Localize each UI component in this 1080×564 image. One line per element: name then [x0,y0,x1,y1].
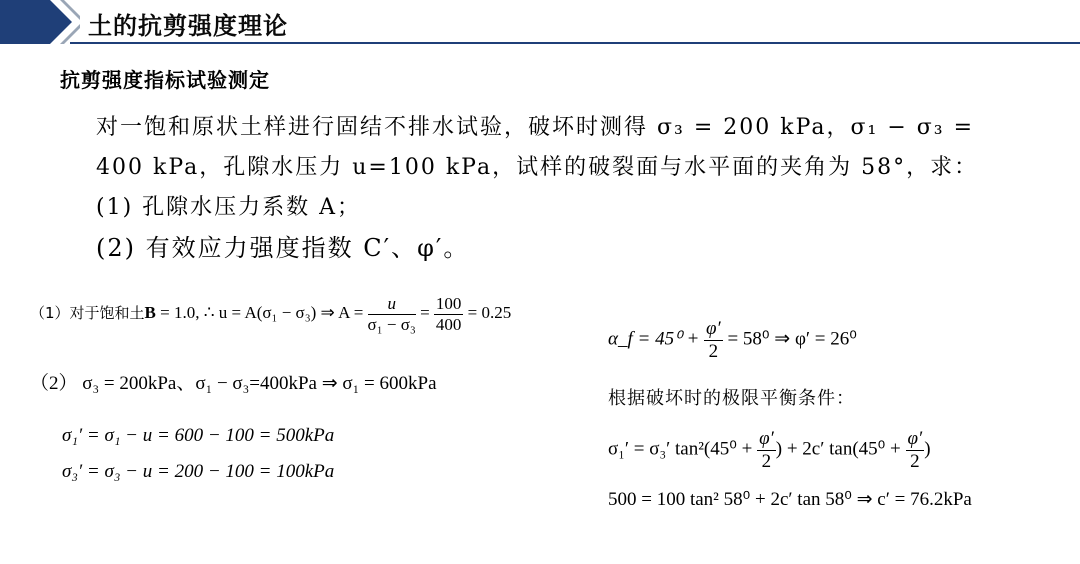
failure-angle-equation [608,318,857,363]
title-underline [70,42,1080,44]
solution-step-2: （2） σ₃ = 200kPa、σ₁ − σ₃=400kPa ⇒ σ₁ = 600kPa [30,373,437,394]
solution-step-3: σ₁′ = σ₁ − u = 600 − 100 = 500kPa [62,425,335,446]
question-2: (2) 有效应力强度指数 C′、φ′。 [96,234,470,262]
fraction-u-over-sigma [368,294,416,334]
limit-equation-part-1: σ₁′ = σ₃′ tan²(45⁰ + [608,438,753,460]
fraction-numerator: 100 [435,294,462,313]
solution-step-1: （1）对于饱和土B = 1.0, ∴ u = A(σ₁ − σ₃) ⇒ A = $\frac{u}{\text{σ₁ − σ₃}}$ = $\frac{100}{400}$ = 0.25 [30,294,512,334]
solution-step-4: σ₃′ = σ₃ − u = 200 − 100 = 100kPa [62,461,335,482]
question-1: (1) 孔隙水压力系数 A； [96,195,362,220]
fraction-denominator: 2 [761,450,772,472]
limit-equilibrium-equation [608,428,931,473]
page-title: 土的抗剪强度理论 [88,12,288,40]
solution-step-1-result: = 0.25 [467,302,512,322]
fraction-phi-over-2 [704,318,723,363]
fraction-phi-over-2 [757,428,776,473]
limit-equilibrium-label: 根据破坏时的极限平衡条件： [608,388,855,409]
fraction-denominator: 2 [910,450,920,472]
failure-angle-left: α_f = 45⁰ + [608,328,700,350]
problem-line-1: 对一饱和原状土样进行固结不排水试验，破坏时测得 σ₃ = 200 kPa，σ₁ − σ₃ = [96,115,975,140]
fraction-numerator: u [368,294,416,315]
section-title: 抗剪强度指标试验测定 [60,68,270,92]
problem-line-2: 400 kPa，孔隙水压力 u=100 kPa，试样的破裂面与水平面的夹角为 58°，求： [96,155,979,180]
fraction-denominator: σ₁ − σ₃ [367,314,416,334]
fraction-denominator: 2 [708,340,719,362]
limit-equation-part-3: ) [924,438,931,460]
fraction-phi-over-2 [906,428,925,473]
title-chevron-icon [0,0,80,44]
problem-statement [96,108,1046,268]
solution-step-1-eq: = 1.0, ∴ u = A(σ₁ − σ₃) ⇒ A = [160,302,364,322]
solution-step-1-b: B [144,302,156,322]
failure-angle-right: = 58⁰ ⇒ φ′ = 26⁰ [727,328,857,350]
solution-step-1-prefix: （1）对于饱和土 [30,303,145,322]
cohesion-result-equation: 500 = 100 tan² 58⁰ + 2c′ tan 58⁰ ⇒ c′ = 76.2kPa [608,489,972,510]
fraction-denominator: 400 [435,314,462,334]
fraction-numerator: φ′ [759,428,774,449]
title-bar [0,0,1080,46]
fraction-numerator: φ′ [706,318,721,339]
fraction-100-over-400 [434,294,464,334]
limit-equation-part-2: ) + 2c′ tan(45⁰ + [775,438,901,460]
fraction-numerator: φ′ [907,428,923,449]
